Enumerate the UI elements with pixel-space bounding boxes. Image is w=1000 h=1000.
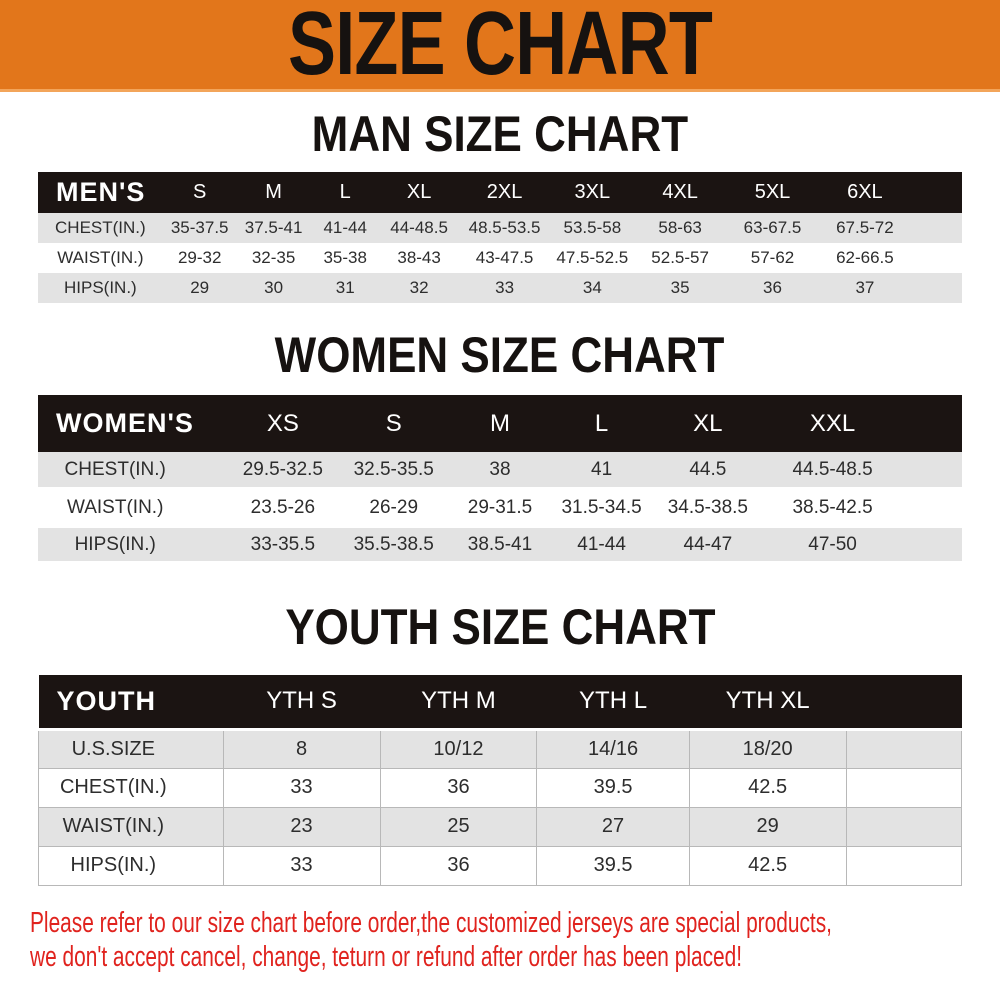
women-waist-row xyxy=(38,489,962,526)
man-table-header-row xyxy=(38,172,962,213)
disclaimer xyxy=(30,906,1000,974)
table-cell: 42.5 xyxy=(689,846,846,885)
table-cell: 38 xyxy=(449,452,551,489)
man-waist-row xyxy=(38,243,962,273)
table-cell: 23 xyxy=(223,807,380,846)
man-section-title: MAN SIZE CHART xyxy=(311,106,689,162)
table-cell: 42.5 xyxy=(689,768,846,807)
table-cell: 29-32 xyxy=(177,248,222,267)
man-col-2xl: 2XL xyxy=(486,181,523,203)
table-cell: 33 xyxy=(495,278,515,297)
table-cell: 29.5-32.5 xyxy=(227,452,338,489)
youth-table-header-label: YOUTH xyxy=(56,685,156,716)
table-cell: 31.5-34.5 xyxy=(551,489,653,526)
table-cell: 18/20 xyxy=(689,729,846,768)
table-cell: 44-47 xyxy=(652,526,763,563)
youth-col-m: YTH M xyxy=(421,687,496,715)
table-cell: 35-38 xyxy=(323,248,367,267)
table-cell: 39.5 xyxy=(537,846,689,885)
row-label: CHEST(IN.) xyxy=(39,768,224,807)
table-cell: 38-43 xyxy=(397,248,441,267)
youth-col-l: YTH L xyxy=(579,687,648,715)
table-cell: 47.5-52.5 xyxy=(556,248,629,267)
table-cell: 32.5-35.5 xyxy=(338,452,449,489)
table-cell: 57-62 xyxy=(750,248,795,267)
man-col-m: M xyxy=(265,181,282,203)
table-cell: 29 xyxy=(190,278,210,297)
man-chest-row xyxy=(38,213,962,243)
youth-table-header-row xyxy=(39,675,962,729)
man-hips-row xyxy=(38,273,962,303)
page-title: SIZE CHART xyxy=(288,0,712,94)
youth-col-filler xyxy=(846,675,961,729)
table-cell: 48.5-53.5 xyxy=(468,218,541,237)
table-cell: 58-63 xyxy=(658,218,702,237)
row-label: CHEST(IN.) xyxy=(38,452,227,489)
man-col-s: S xyxy=(193,181,207,203)
table-cell: 8 xyxy=(223,729,380,768)
row-label: CHEST(IN.) xyxy=(55,218,146,237)
man-col-3xl: 3XL xyxy=(574,181,611,203)
row-label: WAIST(IN.) xyxy=(57,248,144,267)
youth-waist-row xyxy=(39,807,962,846)
youth-chest-row xyxy=(39,768,962,807)
row-label: HIPS(IN.) xyxy=(38,526,227,563)
man-col-filler xyxy=(911,172,962,213)
table-cell-empty xyxy=(902,526,962,563)
table-cell: 53.5-58 xyxy=(563,218,622,237)
women-size-table xyxy=(38,395,962,565)
row-label: U.S.SIZE xyxy=(39,729,224,768)
table-cell-empty xyxy=(846,729,961,768)
women-col-xs: XS xyxy=(266,409,299,437)
table-cell: 32-35 xyxy=(251,248,296,267)
youth-size-table xyxy=(38,675,962,886)
women-col-xl: XL xyxy=(693,409,723,437)
women-chest-row xyxy=(38,452,962,489)
row-label: HIPS(IN.) xyxy=(39,846,224,885)
table-cell-empty xyxy=(902,452,962,489)
table-cell: 33 xyxy=(223,846,380,885)
table-cell: 41 xyxy=(551,452,653,489)
table-cell: 34 xyxy=(582,278,602,297)
row-label: WAIST(IN.) xyxy=(39,807,224,846)
table-cell: 33 xyxy=(223,768,380,807)
table-cell: 36 xyxy=(763,278,782,297)
table-cell: 67.5-72 xyxy=(836,218,894,237)
youth-hips-row xyxy=(39,846,962,885)
table-cell-empty xyxy=(902,489,962,526)
women-table-header-row xyxy=(38,395,962,452)
table-cell: 33-35.5 xyxy=(227,526,338,563)
women-table-header-label: WOMEN'S xyxy=(56,408,194,438)
youth-ussize-row xyxy=(39,729,962,768)
table-cell: 35-37.5 xyxy=(170,218,229,237)
header-banner xyxy=(0,0,1000,92)
table-cell: 35 xyxy=(670,278,690,297)
women-col-s: S xyxy=(385,409,402,437)
man-col-5xl: 5XL xyxy=(754,181,791,203)
table-cell: 34.5-38.5 xyxy=(652,489,763,526)
table-cell: 14/16 xyxy=(537,729,689,768)
table-cell-empty xyxy=(911,243,962,273)
table-cell: 10/12 xyxy=(380,729,537,768)
women-hips-row xyxy=(38,526,962,563)
disclaimer-line-1: Please refer to our size chart before order,the customized jerseys are special products, xyxy=(30,906,832,939)
man-col-6xl: 6XL xyxy=(847,181,883,203)
man-col-l: L xyxy=(339,181,351,203)
table-cell: 63-67.5 xyxy=(743,218,802,237)
table-cell: 37.5-41 xyxy=(244,218,303,237)
man-col-xl: XL xyxy=(406,181,432,203)
table-cell: 26-29 xyxy=(338,489,449,526)
table-cell: 29 xyxy=(689,807,846,846)
table-cell: 43-47.5 xyxy=(475,248,534,267)
table-cell: 52.5-57 xyxy=(651,248,709,267)
women-section-title: WOMEN SIZE CHART xyxy=(275,327,725,383)
table-cell: 44-48.5 xyxy=(390,218,448,237)
youth-col-s: YTH S xyxy=(266,687,337,715)
disclaimer-line-2: we don't accept cancel, change, teturn or refund after order has been placed! xyxy=(30,940,743,973)
table-cell-empty xyxy=(846,807,961,846)
table-cell: 47-50 xyxy=(763,526,902,563)
youth-section-title: YOUTH SIZE CHART xyxy=(284,599,716,655)
table-cell: 36 xyxy=(380,846,537,885)
women-col-m: M xyxy=(489,409,510,437)
women-col-l: L xyxy=(594,409,609,437)
table-cell: 38.5-42.5 xyxy=(763,489,902,526)
table-cell-empty xyxy=(911,273,962,303)
table-cell: 41-44 xyxy=(551,526,653,563)
table-cell: 44.5-48.5 xyxy=(763,452,902,489)
women-col-xxl: XXL xyxy=(809,409,856,437)
table-cell-empty xyxy=(911,213,962,243)
table-cell: 41-44 xyxy=(323,218,367,237)
row-label: HIPS(IN.) xyxy=(64,278,137,297)
man-size-table xyxy=(38,172,962,303)
table-cell: 39.5 xyxy=(537,768,689,807)
table-cell-empty xyxy=(846,768,961,807)
table-cell: 37 xyxy=(855,278,875,297)
table-cell-empty xyxy=(846,846,961,885)
table-cell: 23.5-26 xyxy=(227,489,338,526)
table-cell: 25 xyxy=(380,807,537,846)
table-cell: 36 xyxy=(380,768,537,807)
man-col-4xl: 4XL xyxy=(662,181,698,203)
table-cell: 29-31.5 xyxy=(449,489,551,526)
table-cell: 38.5-41 xyxy=(449,526,551,563)
man-table-header-label: MEN'S xyxy=(56,177,146,207)
table-cell: 35.5-38.5 xyxy=(338,526,449,563)
table-cell: 62-66.5 xyxy=(836,248,894,267)
table-cell: 32 xyxy=(409,278,429,297)
table-cell: 44.5 xyxy=(652,452,763,489)
women-col-filler xyxy=(902,395,962,452)
table-cell: 30 xyxy=(264,278,284,297)
table-cell: 27 xyxy=(537,807,689,846)
row-label: WAIST(IN.) xyxy=(38,489,227,526)
table-cell: 31 xyxy=(335,278,355,297)
youth-col-xl: YTH XL xyxy=(725,687,810,715)
